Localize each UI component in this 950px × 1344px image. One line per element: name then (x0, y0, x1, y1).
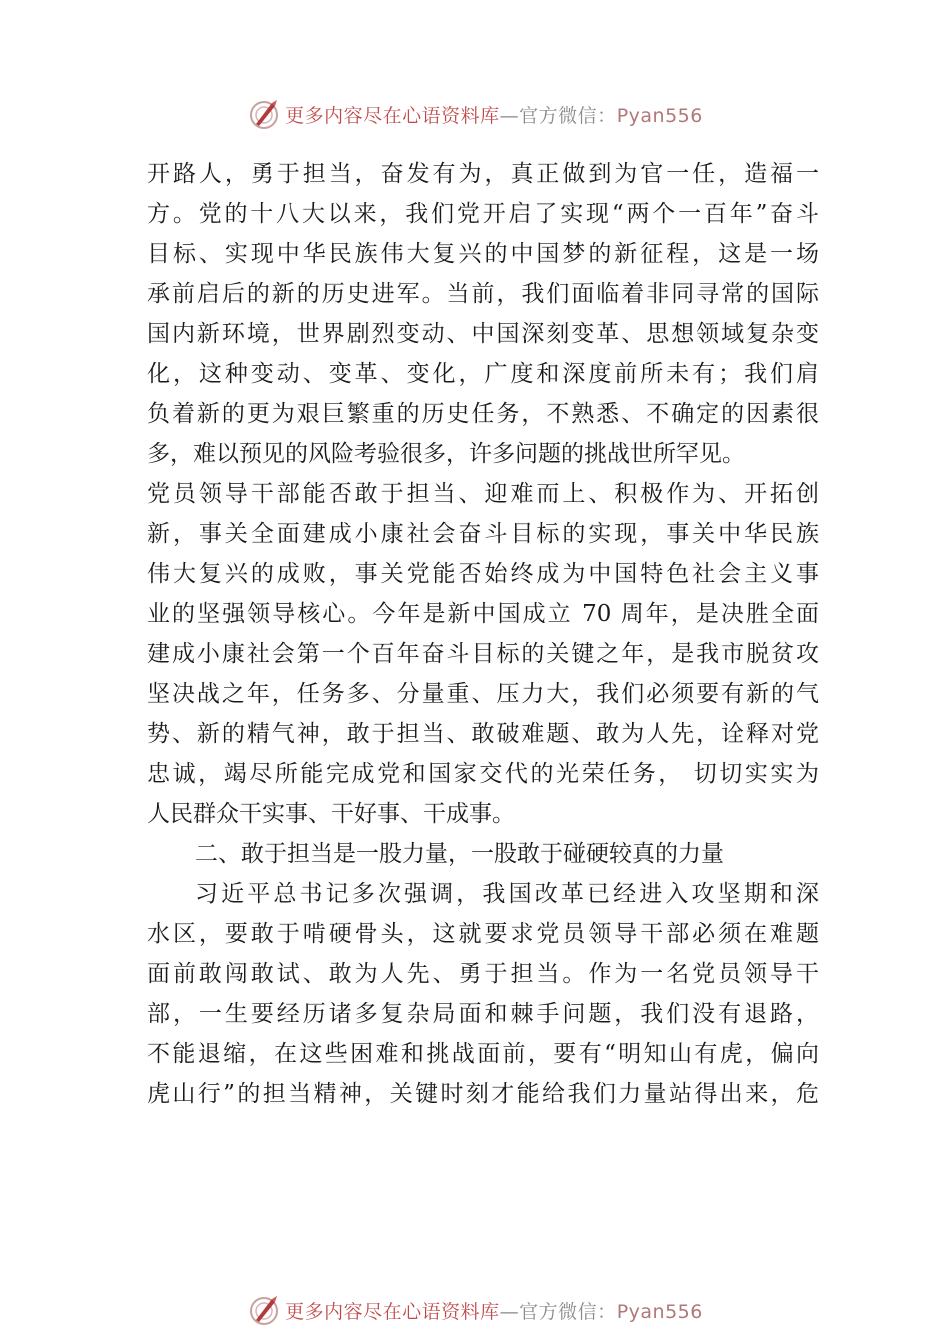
body-line: 习近平总书记多次强调，我国改革已经进入攻坚期和深 (195, 881, 819, 907)
body-line: 方。党的十八大以来，我们党开启了实现“两个一百年”奋斗 (147, 201, 819, 227)
body-line: 化，这种变动、变革、变化，广度和深度前所未有；我们肩 (147, 361, 819, 387)
header-banner-text: 更多内容尽在心语资料库—官方微信：Pyan556 (285, 104, 703, 127)
footer-banner (0, 1290, 950, 1330)
body-line: 不能退缩，在这些困难和挑战面前，要有“明知山有虎，偏向 (147, 1041, 819, 1067)
header-banner (0, 94, 950, 134)
quill-logo-icon (247, 97, 281, 131)
body-line: 忠诚，竭尽所能完成党和国家交代的光荣任务， 切切实实为 (147, 761, 819, 787)
body-line: 目标、实现中华民族伟大复兴的中国梦的新征程，这是一场 (147, 241, 819, 267)
body-line: 国内新环境，世界剧烈变动、中国深刻变革、思想领域复杂变 (147, 321, 819, 347)
body-line: 水区，要敢于啃硬骨头，这就要求党员领导干部必须在难题 (147, 921, 819, 947)
quill-logo-icon (247, 1293, 281, 1327)
body-line: 虎山行”的担当精神，关键时刻才能给我们力量站得出来，危 (147, 1081, 819, 1107)
body-line: 伟大复兴的成败，事关党能否始终成为中国特色社会主义事 (147, 561, 819, 587)
body-line: 面前敢闯敢试、敢为人先、勇于担当。作为一名党员领导干 (147, 961, 819, 987)
body-line: 承前启后的新的历史进军。当前，我们面临着非同寻常的国际 (147, 281, 819, 307)
body-line: 新，事关全面建成小康社会奋斗目标的实现，事关中华民族 (147, 521, 819, 547)
body-line: 开路人，勇于担当，奋发有为，真正做到为官一任，造福一 (147, 161, 819, 187)
body-line: 势、新的精气神，敢于担当、敢破难题、敢为人先，诠释对党 (147, 721, 819, 747)
body-line: 负着新的更为艰巨繁重的历史任务，不熟悉、不确定的因素很 (147, 401, 819, 427)
body-line: 部，一生要经历诸多复杂局面和棘手问题，我们没有退路， (147, 1001, 819, 1027)
document-body (147, 154, 819, 1114)
body-line: 人民群众干实事、干好事、干成事。 (147, 801, 515, 827)
section-heading: 二、敢于担当是一股力量，一股敢于碰硬较真的力量 (195, 841, 724, 867)
body-line: 多，难以预见的风险考验很多，许多问题的挑战世所罕见。 (147, 441, 745, 467)
footer-banner-text: 更多内容尽在心语资料库—官方微信：Pyan556 (285, 1300, 703, 1323)
body-line: 坚决战之年，任务多、分量重、压力大，我们必须要有新的气 (147, 681, 819, 707)
body-line: 业的坚强领导核心。今年是新中国成立 70 周年，是决胜全面 (147, 601, 819, 627)
body-line: 建成小康社会第一个百年奋斗目标的关键之年，是我市脱贫攻 (147, 641, 819, 667)
body-line: 党员领导干部能否敢于担当、迎难而上、积极作为、开拓创 (147, 481, 819, 507)
